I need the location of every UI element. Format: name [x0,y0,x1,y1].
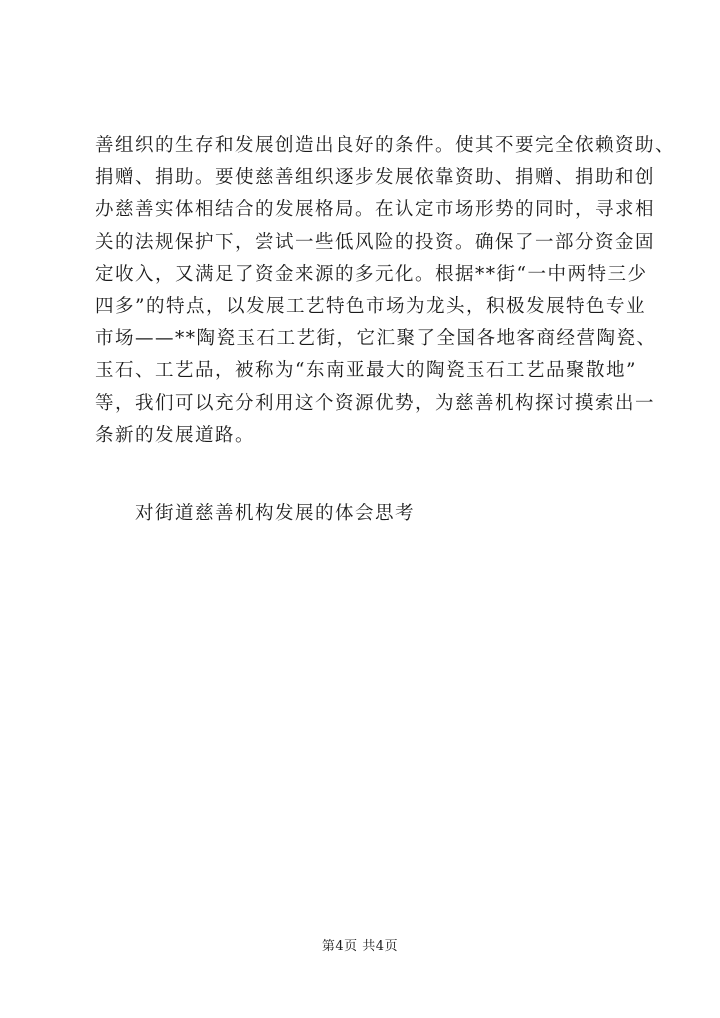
paragraph-line: 市场——**陶瓷玉石工艺街，它汇聚了全国各地客商经营陶瓷、 [95,328,657,350]
page-number-footer: 第4页 共4页 [321,939,399,954]
paragraph-line: 办慈善实体相结合的发展格局。在认定市场形势的同时，寻求相 [95,199,656,221]
paragraph-line: 捐赠、捐助。要使慈善组织逐步发展依靠资助、捐赠、捐助和创 [95,167,656,189]
paragraph-line: 等，我们可以充分利用这个资源优势，为慈善机构探讨摸索出一 [95,392,656,414]
paragraph-line: 条新的发展道路。 [95,424,256,446]
paragraph-line: 定收入，又满足了资金来源的多元化。根据**街“一中两特三少 [95,263,648,285]
paragraph-line: 关的法规保护下，尝试一些低风险的投资。确保了一部分资金固 [95,231,656,253]
section-heading: 对街道慈善机构发展的体会思考 [135,503,416,524]
paragraph-line: 善组织的生存和发展创造出良好的条件。使其不要完全依赖资助、 [95,135,676,156]
paragraph-line: 四多”的特点，以发展工艺特色市场为龙头，积极发展特色专业 [95,295,646,317]
body-paragraph [95,130,676,452]
paragraph-line: 玉石、工艺品，被称为“东南亚最大的陶瓷玉石工艺品聚散地” [95,360,637,382]
